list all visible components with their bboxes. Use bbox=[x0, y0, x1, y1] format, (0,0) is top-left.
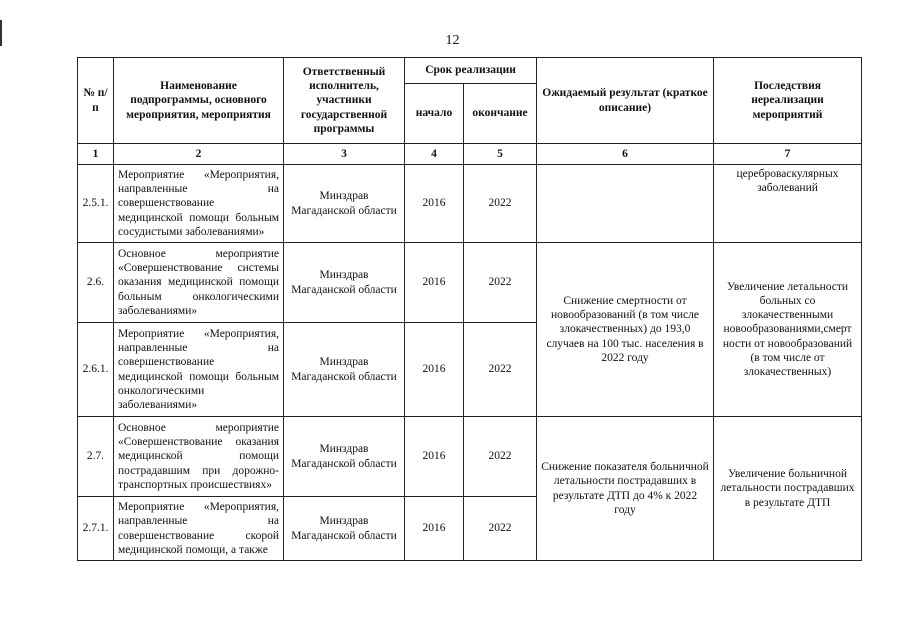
column-numbers-row bbox=[78, 144, 862, 165]
row-end: 2022 bbox=[464, 165, 537, 243]
row-responsible: Минздрав Магаданской области bbox=[284, 243, 405, 323]
row-name: Мероприятие «Мероприятия, направленные на совершенствование скорой медицинской помощи, а также bbox=[114, 497, 284, 561]
group-result: Снижение смертности от новообразований (в том числе злокачественных) до 193,0 случаев на 100 тыс. населения в 2022 году bbox=[537, 243, 714, 417]
column-number: 1 bbox=[78, 144, 114, 165]
table-row bbox=[78, 417, 862, 497]
row-responsible: Минздрав Магаданской области bbox=[284, 165, 405, 243]
column-number: 6 bbox=[537, 144, 714, 165]
row-end: 2022 bbox=[464, 323, 537, 417]
row-end: 2022 bbox=[464, 243, 537, 323]
row-end: 2022 bbox=[464, 497, 537, 561]
row-consequences: цереброваскулярных заболеваний bbox=[714, 165, 862, 243]
header-responsible: Ответственный исполнитель, участники государственной программы bbox=[284, 58, 405, 144]
header-name: Наименование подпрограммы, основного мероприятия, мероприятия bbox=[114, 58, 284, 144]
row-result bbox=[537, 165, 714, 243]
group-consequences: Увеличение больничной летальности пострадавших в результате ДТП bbox=[714, 417, 862, 561]
page-number: 12 bbox=[445, 33, 460, 48]
row-number: 2.5.1. bbox=[78, 165, 114, 243]
row-start: 2016 bbox=[405, 417, 464, 497]
header-period: Срок реализации bbox=[405, 58, 537, 84]
row-responsible: Минздрав Магаданской области bbox=[284, 497, 405, 561]
row-name: Мероприятие «Мероприятия, направленные на совершенствование медицинской помощи больным онкологическими заболеваниями» bbox=[114, 323, 284, 417]
row-number: 2.7. bbox=[78, 417, 114, 497]
column-number: 4 bbox=[405, 144, 464, 165]
row-end: 2022 bbox=[464, 417, 537, 497]
column-number: 3 bbox=[284, 144, 405, 165]
row-name: Основное мероприятие «Совершенствование оказания медицинской помощи пострадавшим при дорожно-транспортных происшествиях» bbox=[114, 417, 284, 497]
header-no: № п/п bbox=[78, 58, 114, 144]
row-start: 2016 bbox=[405, 323, 464, 417]
column-number: 5 bbox=[464, 144, 537, 165]
header-row-1 bbox=[78, 58, 862, 84]
row-number: 2.7.1. bbox=[78, 497, 114, 561]
program-table bbox=[77, 57, 862, 561]
row-name: Основное мероприятие «Совершенствование системы оказания медицинской помощи больным онкологическими заболеваниями» bbox=[114, 243, 284, 323]
row-responsible: Минздрав Магаданской области bbox=[284, 323, 405, 417]
table-row bbox=[78, 165, 862, 243]
row-number: 2.6. bbox=[78, 243, 114, 323]
row-start: 2016 bbox=[405, 497, 464, 561]
header-result: Ожидаемый результат (краткое описание) bbox=[537, 58, 714, 144]
row-name: Мероприятие «Мероприятия, направленные на совершенствование медицинской помощи больным сосудистыми заболеваниями» bbox=[114, 165, 284, 243]
row-start: 2016 bbox=[405, 243, 464, 323]
group-consequences: Увеличение летальности больных со злокачественными новообразованиями,смерт ности от новообразований (в том числе от злокачественных) bbox=[714, 243, 862, 417]
row-responsible: Минздрав Магаданской области bbox=[284, 417, 405, 497]
row-start: 2016 bbox=[405, 165, 464, 243]
header-consequences: Последствия нереализации мероприятий bbox=[714, 58, 862, 144]
header-start: начало bbox=[405, 84, 464, 144]
column-number: 2 bbox=[114, 144, 284, 165]
table-row bbox=[78, 243, 862, 323]
column-number: 7 bbox=[714, 144, 862, 165]
group-result: Снижение показателя больничной летальности пострадавших в результате ДТП до 4% к 2022 году bbox=[537, 417, 714, 561]
row-number: 2.6.1. bbox=[78, 323, 114, 417]
header-end: окончание bbox=[464, 84, 537, 144]
